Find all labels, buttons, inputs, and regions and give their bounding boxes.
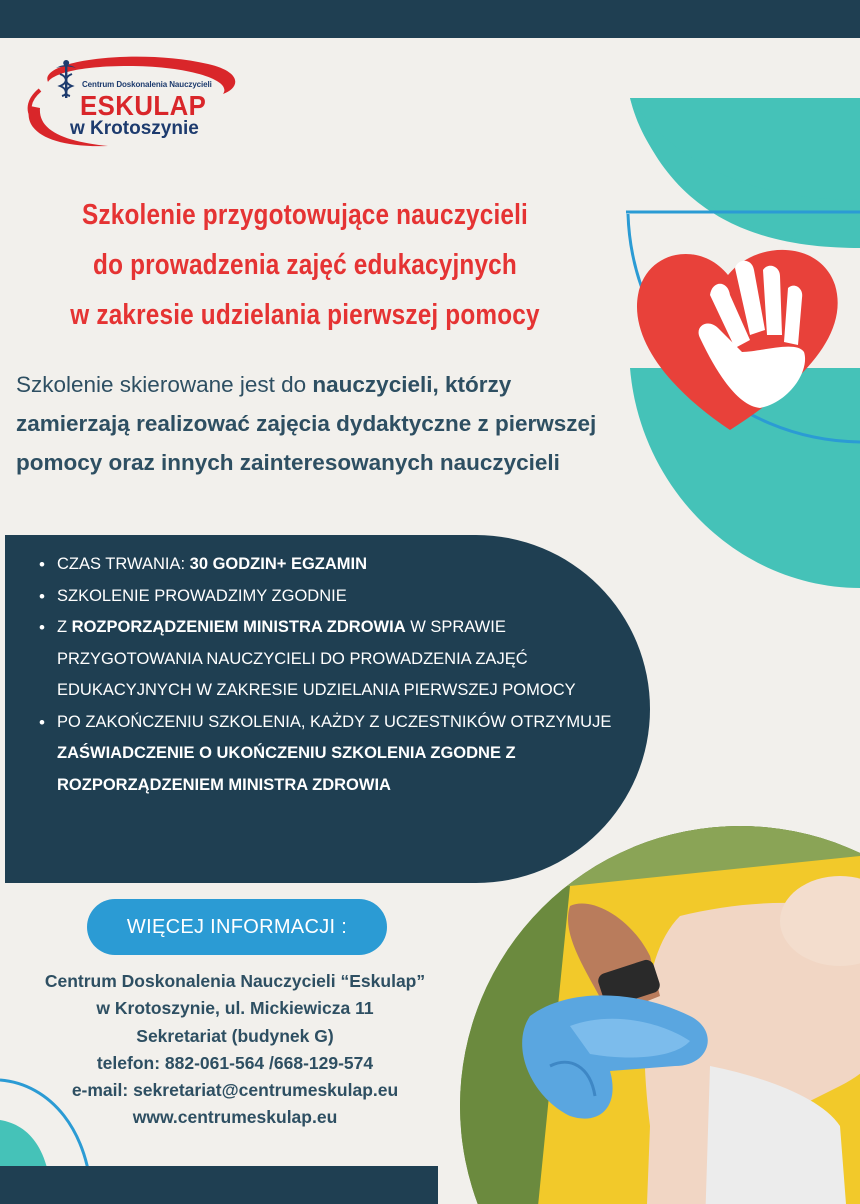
item4-bold: ZAŚWIADCZENIE O UKOŃCZENIU SZKOLENIA ZGODNE Z ROZPORZĄDZENIEM MINISTRA ZDROWIA <box>57 744 516 794</box>
cpr-illustration <box>460 826 860 1204</box>
item3-normal-2: W SPRAWIE PRZYGOTOWANIA NAUCZYCIELI DO PROWADZENIA ZAJĘĆ EDUKACYJNYCH W ZAKRESIE UDZIELANIA PIERWSZEJ POMOCY <box>57 618 576 699</box>
contact-line-2: w Krotoszynie, ul. Mickiewicza 11 <box>96 998 374 1019</box>
page-title <box>49 190 561 340</box>
intro-bold: nauczycieli, którzy zamierzają realizować zajęcia dydaktyczne z pierwszej pomocy oraz innych zainteresowanych nauczycieli <box>16 372 597 475</box>
list-item <box>39 581 619 613</box>
cpr-photo-circle <box>460 826 860 1204</box>
title-line-2: do prowadzenia zajęć edukacyjnych <box>93 249 517 281</box>
bottom-bar <box>0 1166 438 1204</box>
title-line-1: Szkolenie przygotowujące nauczycieli <box>81 199 529 231</box>
item3-normal-1: Z <box>57 618 72 636</box>
cpr-photo <box>460 826 860 1204</box>
contact-email[interactable]: e-mail: sekretariat@centrumeskulap.eu <box>71 1080 399 1101</box>
item2-text: SZKOLENIE PROWADZIMY ZGODNIE <box>57 586 347 605</box>
contact-line-1: Centrum Doskonalenia Nauczycieli “Eskulap” <box>44 971 426 991</box>
logo-main-text: ESKULAP <box>80 90 207 121</box>
info-list <box>39 549 619 801</box>
list-item <box>39 549 619 581</box>
title-line-3: w zakresie udzielania pierwszej pomocy <box>70 299 540 331</box>
heart-hand-graphic <box>560 90 860 590</box>
contact-phone[interactable]: telefon: 882-061-564 /668-129-574 <box>96 1052 374 1073</box>
list-item <box>39 707 619 802</box>
intro-normal: Szkolenie skierowane jest do <box>16 372 313 397</box>
more-info-button[interactable]: WIĘCEJ INFORMACJI : <box>87 899 387 955</box>
item3-bold: ROZPORZĄDZENIEM MINISTRA ZDROWIA <box>71 618 406 636</box>
item4-normal: PO ZAKOŃCZENIU SZKOLENIA, KAŻDY Z UCZESTNIKÓW OTRZYMUJE <box>57 712 612 731</box>
contact-website[interactable]: www.centrumeskulap.eu <box>132 1107 338 1128</box>
list-item <box>39 612 619 707</box>
item1-normal: CZAS TRWANIA: <box>57 555 190 573</box>
top-bar <box>0 0 860 38</box>
logo-small-text: Centrum Doskonalenia Nauczycieli <box>82 80 212 89</box>
item1-bold: 30 GODZIN+ EGZAMIN <box>189 555 368 573</box>
logo-sub-text: w Krotoszynie <box>70 118 199 139</box>
contact-line-3: Sekretariat (budynek G) <box>136 1025 334 1046</box>
intro-text <box>16 365 626 482</box>
eskulap-logo <box>18 50 248 150</box>
